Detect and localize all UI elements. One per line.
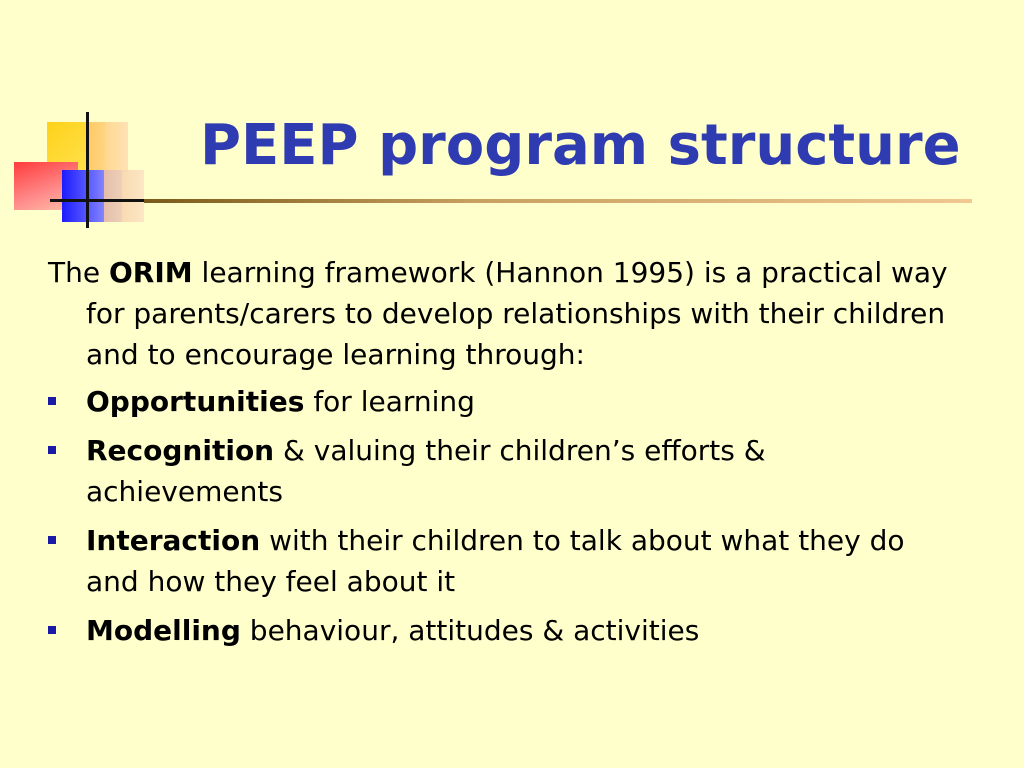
intro-pre: The	[48, 256, 109, 289]
peach-square	[86, 122, 128, 172]
bullet-list	[48, 381, 948, 651]
bullet-term: Opportunities	[86, 385, 305, 418]
bullet-term: Interaction	[86, 524, 261, 557]
bullet-item	[48, 610, 948, 651]
square-bullet-icon	[48, 397, 56, 405]
square-bullet-icon	[48, 626, 56, 634]
square-bullet-icon	[48, 536, 56, 544]
bullet-item	[48, 430, 948, 512]
bullet-item	[48, 520, 948, 602]
slide-body	[48, 252, 948, 659]
bullet-item	[48, 381, 948, 422]
title-underline	[144, 199, 972, 203]
bullet-text: behaviour, attitudes & activities	[240, 614, 700, 647]
bullet-term: Modelling	[86, 614, 241, 647]
tan-square	[104, 170, 144, 222]
square-bullet-icon	[48, 446, 56, 454]
bullet-term: Recognition	[86, 434, 275, 467]
decorative-squares-logo	[0, 0, 160, 240]
slide-title: PEEP program structure	[200, 113, 961, 178]
logo-vertical-line	[86, 112, 89, 228]
bullet-text: with their children to talk about what they do and how they feel about it	[86, 524, 905, 598]
logo-horizontal-line	[50, 199, 146, 202]
intro-bold-term: ORIM	[108, 256, 193, 289]
bullet-text: & valuing their children’s efforts & achievements	[86, 434, 766, 508]
intro-paragraph	[48, 252, 948, 375]
bullet-text: for learning	[304, 385, 475, 418]
intro-post: learning framework (Hannon 1995) is a practical way for parents/carers to develop relationships with their children and to encourage learning through:	[86, 256, 948, 371]
